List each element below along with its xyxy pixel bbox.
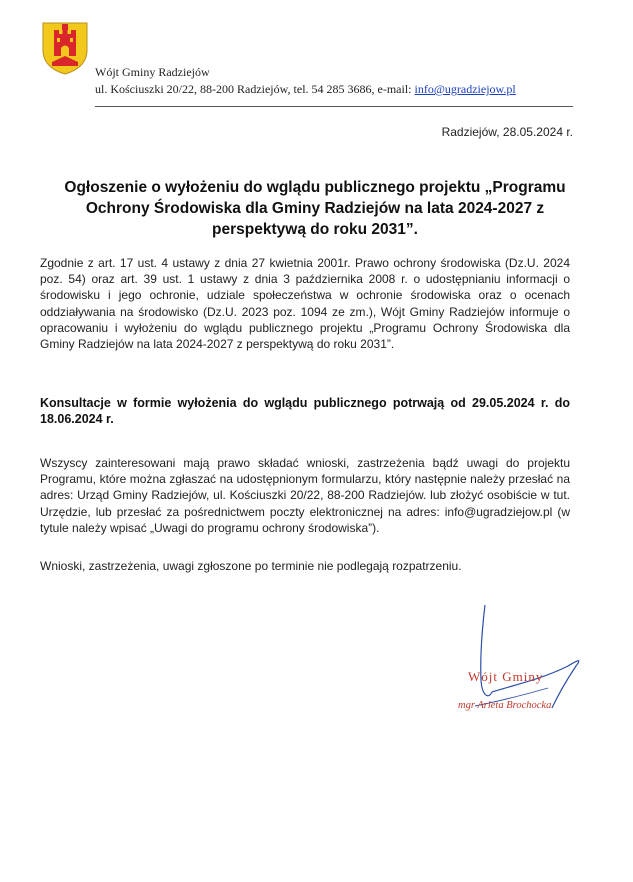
office-name: Wójt Gminy Radziejów xyxy=(95,65,210,79)
stamp-title: Wójt Gminy xyxy=(468,669,544,684)
late-submission-note: Wnioski, zastrzeżenia, uwagi zgłoszone po terminie nie podlegają rozpatrzeniu. xyxy=(40,559,462,573)
signature-stamp xyxy=(440,600,590,730)
announcement-title: Ogłoszenie o wyłożeniu do wglądu publicznego projektu „Programu Ochrony Środowiska dla Gminy Radziejów na lata 2024-2027 z perspektywą do roku 2031”. xyxy=(64,179,566,238)
coat-of-arms-icon xyxy=(40,20,90,76)
stamp-name: mgr Arleta Brochocka xyxy=(458,700,552,711)
consultation-period: Konsultacje w formie wyłożenia do wglądu publicznego potrwają od 29.05.2024 r. do 18.06.2024 r. xyxy=(40,396,570,426)
document-date: Radziejów, 28.05.2024 r. xyxy=(441,125,573,139)
office-address xyxy=(95,81,516,98)
letterhead-divider xyxy=(95,106,573,107)
submission-instructions-paragraph: Wszyscy zainteresowani mają prawo składać wnioski, zastrzeżenia bądź uwagi do projektu Programu, które można zgłaszać na udostępnionym formularzu, który następnie należy przesłać na adres: Urząd Gminy Radziejów, ul. Kościuszki 20/22, 88-200 Radziejów. lub złożyć osobiście w tut. Urzędzie, lub przesłać za pośrednictwem poczty elektronicznej na adres: info@ugradziejow.pl (w tytule należy wpisać „Uwagi do programu ochrony środowiska”). xyxy=(40,456,570,535)
email-link[interactable]: info@ugradziejow.pl xyxy=(414,82,516,96)
letterhead xyxy=(95,64,516,98)
legal-basis-paragraph: Zgodnie z art. 17 ust. 4 ustawy z dnia 27 kwietnia 2001r. Prawo ochrony środowiska (Dz.U. 2024 poz. 54) oraz art. 39 ust. 1 ustawy z dnia 3 października 2008 r. o udostępnianiu informacji o środowisku i jego ochronie, udziale społeczeństwa w ochronie środowiska oraz o ocenach oddziaływania na środowisko (Dz.U. 2023 poz. 1094 ze zm.), Wójt Gminy Radziejów informuje o opracowaniu i wyłożeniu do wglądu publicznego projektu „Programu Ochrony Środowiska dla Gminy Radziejów na lata 2024-2027 z perspektywą do roku 2031”. xyxy=(40,256,570,352)
address-text: ul. Kościuszki 20/22, 88-200 Radziejów, tel. 54 285 3686, e-mail: xyxy=(95,82,415,96)
